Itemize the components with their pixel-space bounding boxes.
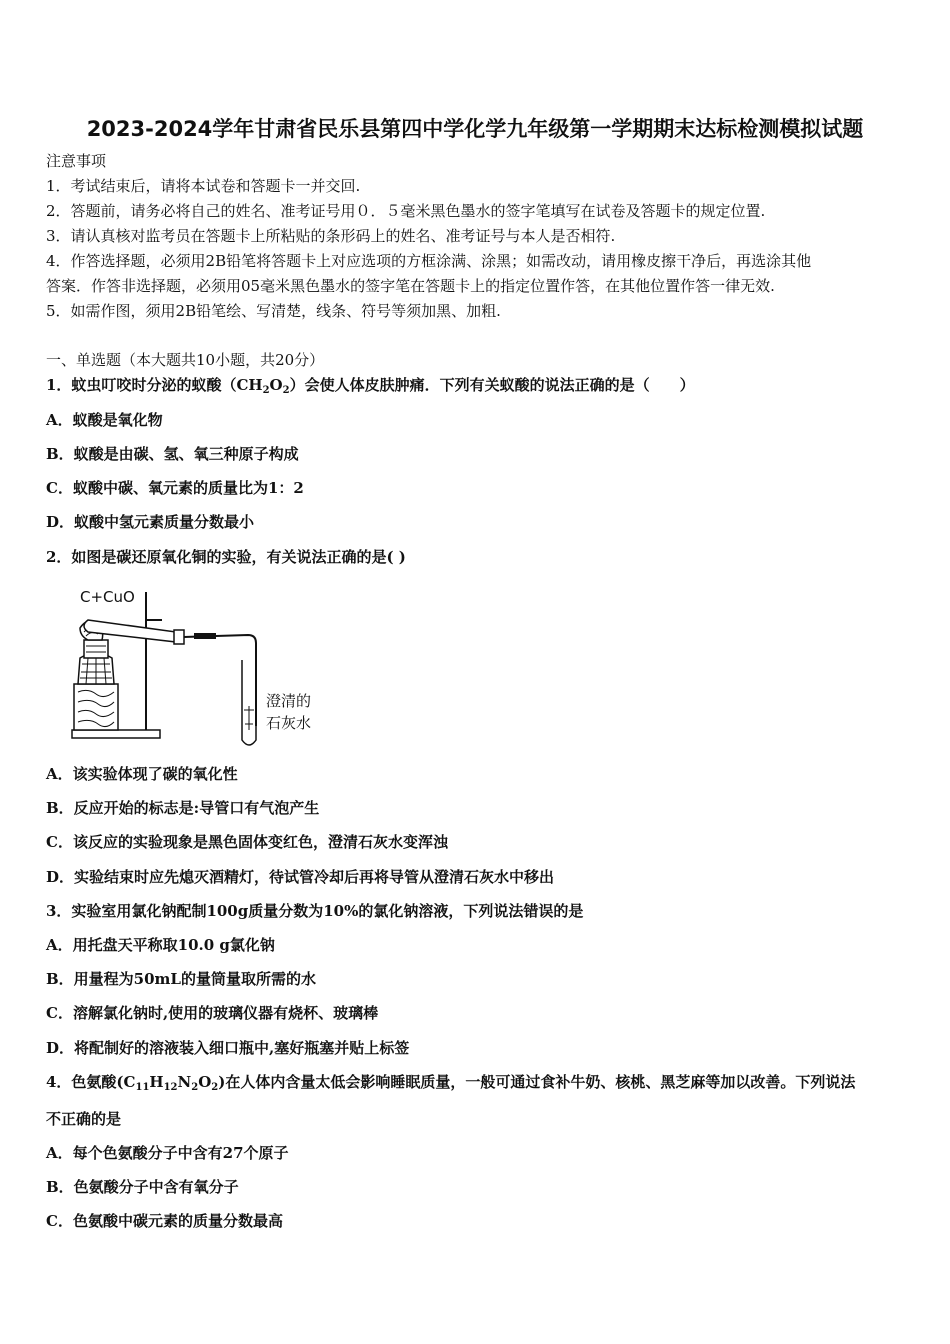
limewater-label-line-1: 澄清的 [266, 692, 312, 710]
question-3-stem: 3．实验室用氯化钠配制100g质量分数为10%的氯化钠溶液，下列说法错误的是 [46, 902, 584, 920]
question-1-option-a[interactable]: A．蚁酸是氧化物 [46, 411, 163, 429]
question-3-option-b[interactable]: B．用量程为50mL的量筒量取所需的水 [46, 970, 316, 988]
question-2-stem: 2．如图是碳还原氧化铜的实验，有关说法正确的是( ) [46, 548, 406, 566]
notice-item-4: 4．作答选择题，必须用2B铅笔将答题卡上对应选项的方框涂满、涂黑；如需改动，请用橡皮擦干净后，再选涂其他 [46, 252, 812, 270]
question-4-option-c[interactable]: C．色氨酸中碳元素的质量分数最高 [46, 1212, 283, 1230]
question-4-option-b[interactable]: B．色氨酸分子中含有氧分子 [46, 1178, 239, 1196]
notice-item-4-cont: 答案．作答非选择题，必须用05毫米黑色墨水的签字笔在答题卡上的指定位置作答，在其他位置作答一律无效. [46, 277, 775, 295]
notice-item-1: 1．考试结束后，请将本试卷和答题卡一并交回. [46, 177, 361, 195]
question-1-stem: 1．蚊虫叮咬时分泌的蚁酸$(CH_2O_2)$会使人体皮肤肿痛．下列有关蚁酸的说法正确的是（ ） [46, 376, 695, 396]
limewater-label-line-2: 石灰水 [266, 714, 312, 732]
question-1-option-c[interactable]: C．蚁酸中碳、氧元素的质量比为1：2 [46, 479, 304, 497]
question-4-option-a[interactable]: A．每个色氨酸分子中含有27个原子 [46, 1144, 289, 1162]
reactant-label: C+CuO [80, 588, 135, 606]
section-heading: 一、单选题（本大题共10小题，共20分） [46, 351, 325, 369]
question-3-option-d[interactable]: D．将配制好的溶液装入细口瓶中,塞好瓶塞并贴上标签 [46, 1039, 410, 1057]
notice-heading: 注意事项 [46, 152, 107, 170]
question-2-option-b[interactable]: B．反应开始的标志是:导管口有气泡产生 [46, 799, 320, 817]
question-1-option-d[interactable]: D．蚁酸中氢元素质量分数最小 [46, 513, 255, 531]
question-1-option-b[interactable]: B．蚁酸是由碳、氢、氧三种原子构成 [46, 445, 299, 463]
question-4-stem: 4．色氨酸$(C_{11}H_{12}N_2O_2)$在人体内含量太低会影响睡眠质量，一般可通过食补牛奶、核桃、黑芝麻等加以改善。下列说法 [46, 1073, 856, 1093]
notice-item-5: 5．如需作图，须用2B铅笔绘、写清楚，线条、符号等须加黑、加粗. [46, 302, 501, 320]
question-2-option-c[interactable]: C．该反应的实验现象是黑色固体变红色，澄清石灰水变浑浊 [46, 833, 448, 851]
question-3-option-c[interactable]: C．溶解氯化钠时,使用的玻璃仪器有烧杯、玻璃棒 [46, 1004, 379, 1022]
question-2-option-d[interactable]: D．实验结束时应先熄灭酒精灯，待试管冷却后再将导管从澄清石灰水中移出 [46, 868, 555, 886]
notice-item-3: 3．请认真核对监考员在答题卡上所粘贴的条形码上的姓名、准考证号与本人是否相符. [46, 227, 616, 245]
notice-item-2: 2．答题前，请务必将自己的姓名、准考证号用０．５毫米黑色墨水的签字笔填写在试卷及答题卡的规定位置. [46, 202, 766, 220]
exam-title: 2023-2024学年甘肃省民乐县第四中学化学九年级第一学期期末达标检测模拟试题 [86, 117, 864, 141]
question-2-option-a[interactable]: A．该实验体现了碳的氧化性 [46, 765, 238, 783]
question-3-option-a[interactable]: A．用托盘天平称取10.0 g氯化钠 [46, 936, 275, 954]
carbon-reduction-apparatus-figure [66, 580, 336, 750]
question-4-stem-cont: 不正确的是 [46, 1110, 122, 1128]
